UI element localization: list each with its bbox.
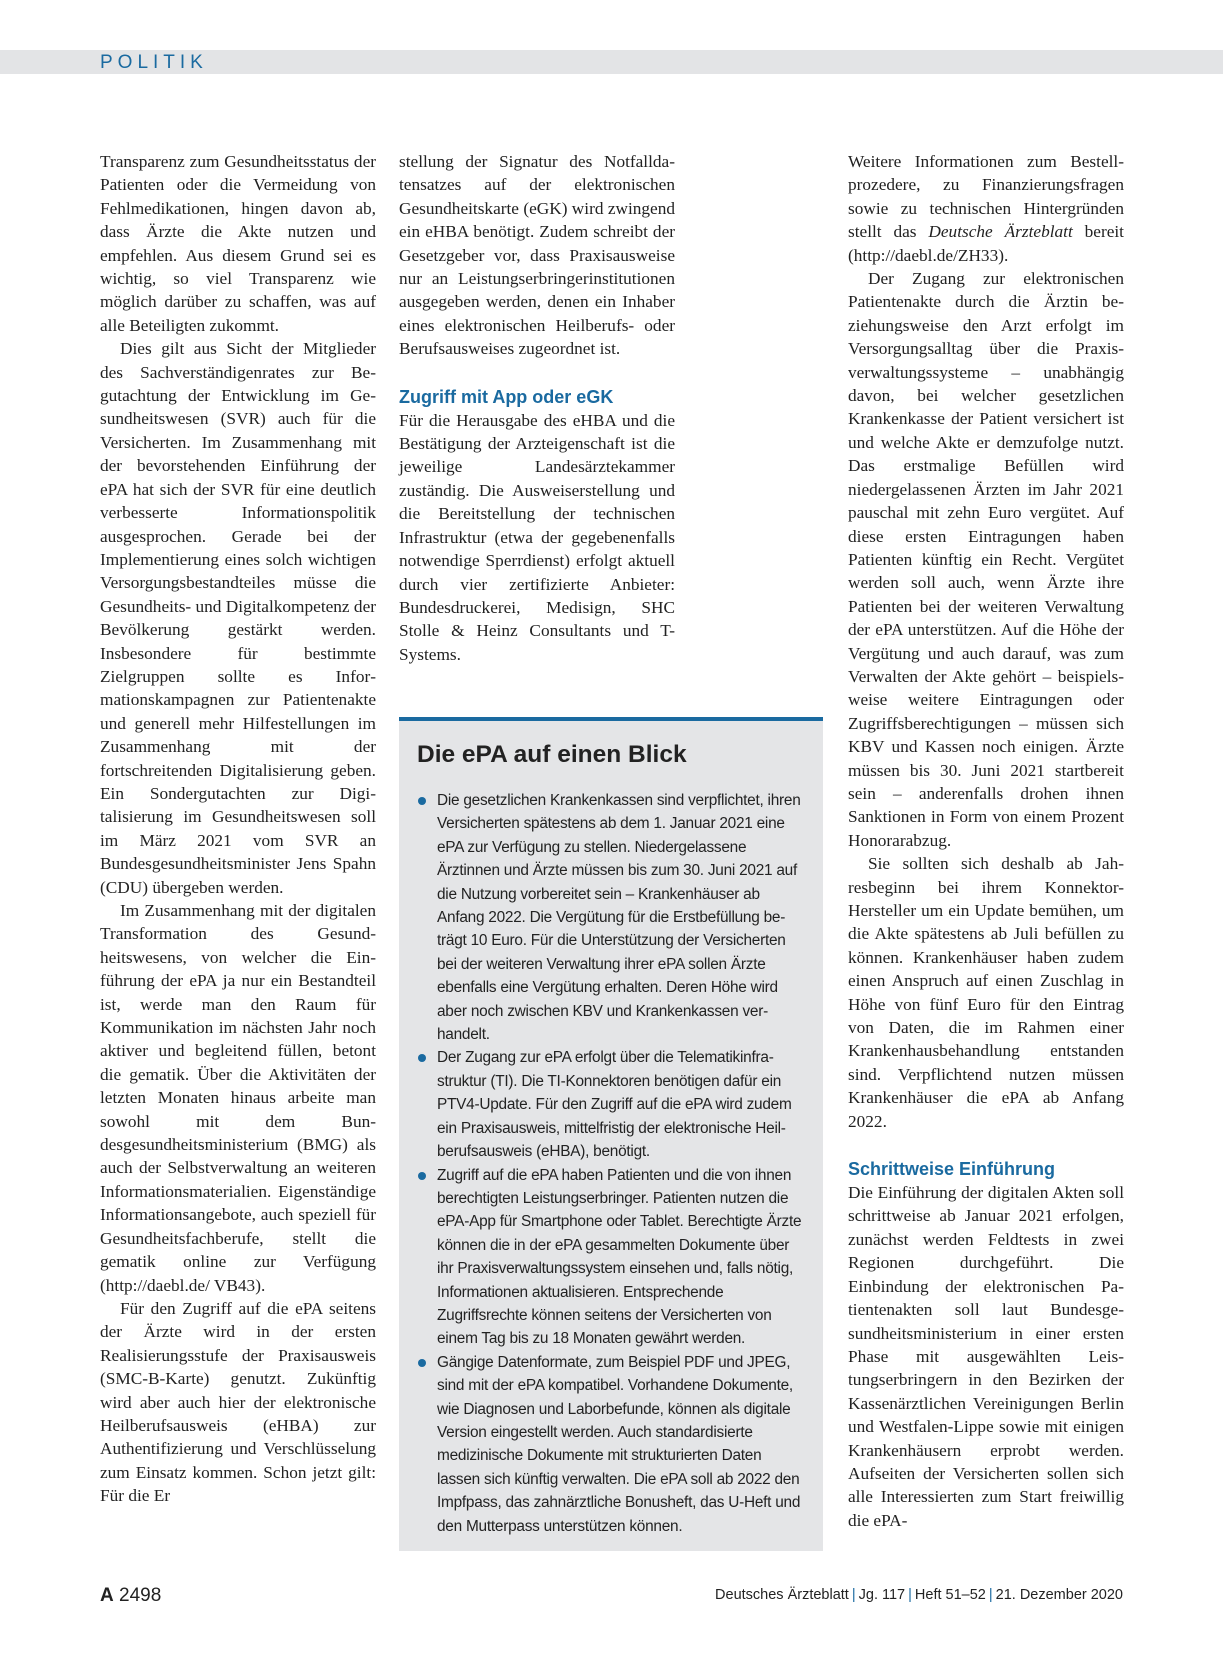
paragraph: Im Zusammenhang mit der digitalen Transformation des Gesundheitswesens, von welcher die Einführung der ePA ja nur ein Bestandteil ist, werde man den Raum für Kommunikation im nächsten Jahr noch aktiver und begleitend füllen, betont die gematik. Über die Aktivitäten der letzten Monaten hinaus arbeite man sowohl mit dem Bundesgesundheitsministerium (BMG) als auch der Selbstverwaltung an weiteren Informationsmaterialien. Eigenständige Informationsangebote, auch speziell für Gesundheitsfachberufe, stellt die gematik online zur Verfügung (http://daebl.de/ VB43). [100,901,376,1295]
column-3 [848,150,1124,1532]
subheading: Zugriff mit App oder eGK [399,386,614,407]
list-item-text: Zugriff auf die ePA haben Patienten und die von ihnen berechtigten Leistungserbringer. Patienten nutzen die ePA-App für Smartphone oder Tablet. Berechtigte Ärzte können die in der ePA gesammelten Dokumente über ihr Praxisverwaltungssystem einsehen und, falls nötig, Informationen aktualisieren. Entsprechende Zugriffsrechte können seitens der Versicherten von einem Tag bis zu 18 Monaten gewährt werden. [437,1166,802,1348]
separator: | [988,1587,993,1603]
paragraph: Für die Herausgabe des eHBA und die Bestätigung der Arzteigenschaft ist die jeweilige Landesärztekammer zuständig. Die Ausweiserstellung und die Bereitstellung der technischen Infrastruktur (etwa der gegebenenfalls notwendige Sperrdienst) erfolgt aktuell durch vier zertifizierte Anbieter: Bundesdruckerei, Medisign, SHC Stolle & Heinz Consultants und T-Systems. [399,410,675,664]
paragraph-text: Weitere Informationen zum Bestellprozedere, zu Finanzierungsfragen sowie zu technischen Hintergründen stellt das [848,152,1124,242]
issue: Heft 51–52 [914,1587,986,1603]
paragraph: Für den Zugriff auf die ePA seitens der Ärzte wird in der ersten Realisierungsstufe der Praxisausweis (SMC-B-Karte) genutzt. Zukünftig wird aber auch hier der elektronische Heilberufsausweis (eHBA) zur Authentifizierung und Verschlüsselung zum Einsatz kommen. Schon jetzt gilt: Für die Er [100,1298,376,1506]
separator: | [851,1587,856,1603]
list-item [417,1046,807,1163]
bullet-icon [418,1359,426,1367]
section-label: POLITIK [100,52,208,73]
list-item [417,1164,807,1351]
info-box-title: Die ePA auf einen Blick [417,741,687,768]
paragraph: Sie sollten sich deshalb ab Jahresbeginn bei ihrem Konnektor-Hersteller um ein Update bemühen, um die Akte spätestens ab Juli befüllen zu können. Krankenhäuser haben zudem einen Anspruch auf einen Zuschlag in Höhe von fünf Euro für den Eintrag von Daten, die im Rahmen einer Krankenhausbehandlung entstanden sind. Verpflichtend nutzen müssen Krankenhäuser die ePA ab Anfang 2022. [848,854,1124,1131]
volume: Jg. 117 [858,1587,906,1603]
subheading: Schrittweise Einführung [848,1159,1056,1180]
list-item [417,1351,807,1538]
list-item-text: Der Zugang zur ePA erfolgt über die Telematikinfrastruktur (TI). Die TI-Konnektoren benötigen dafür ein PTV4-Update. Für den Zugriff auf die ePA wird zudem ein Praxisausweis, mittelfristig der elektronische Heilberufsausweis (eHBA), benötigt. [437,1049,792,1161]
paragraph: Der Zugang zur elektronischen Patientenakte durch die Ärztin beziehungsweise den Arzt erfolgt im Versorgungsalltag über die Praxisverwaltungssysteme – unabhängig davon, bei welcher gesetzlichen Krankenkasse der Patient versichert ist und welche Akte er demzufolge nutzt. Das erstmalige Befüllen wird niedergelassenen Ärzten im Jahr 2021 pauschal mit zehn Euro vergütet. Auf diese ersten Eintragungen haben Patienten künftig ein Recht. Vergütet werden soll auch, wenn Ärzte ihre Patienten bei der weiteren Verwaltung der ePA unterstützen. Auf die Höhe der Vergütung und auch darauf, was zum Verwalten der Akte gehört – beispielsweise weitere Eintragungen oder Zugriffsberechtigungen – müssen sich KBV und Kassen noch einigen. Ärzte müssen bis 30. Juni 2021 startbereit sein – anderenfalls drohen ihnen Sanktionen in Form von einem Prozent Honorarabzug. [848,269,1124,850]
bullet-icon [418,1172,426,1180]
info-box [399,717,823,1551]
page-letter: A [100,1585,114,1606]
paragraph: Dies gilt aus Sicht der Mitglieder des Sachverständigenrates zur Begutachtung der Entwicklung im Gesundheitswesen (SVR) auch für die Versicherten. Im Zusammenhang mit der bevorstehenden Einführung der ePA hat sich der SVR für eine deutlich verbesserte Informationspolitik ausgesprochen. Gerade bei der Implementierung eines solch wichtigen Versorgungsbestandteiles müsse die Gesundheits- und Digitalkompetenz der Bevölkerung gestärkt werden. Insbesondere für bestimmte Zielgruppen sollte es Informationskampagnen zur Patientenakte und generell mehr Hilfestellungen im Zusammenhang mit der fortschreitenden Digitalisierung geben. Ein Sondergutachten zur Digitalisierung im Gesundheitswesen soll im März 2021 vom SVR an Bundesgesundheitsminister Jens Spahn (CDU) übergeben werden. [100,339,376,897]
list-item-text: Gängige Datenformate, zum Beispiel PDF und JPEG, sind mit der ePA kompatibel. Vorhandene Dokumente, wie Diagnosen und Laborbefunde, können als digitale Version eingestellt werden. Auch standardisierte medizinische Dokumente mit strukturierten Daten lassen sich künftig verwalten. Die ePA soll ab 2022 den Impfpass, das zahnärztliche Bonusheft, das U-Heft und den Mutterpass unterstützen können. [437,1353,801,1535]
page-number [100,1585,161,1607]
footer-citation [715,1587,1123,1603]
paragraph [848,150,1124,267]
bullet-icon [418,1054,426,1062]
issue-date: 21. Dezember 2020 [995,1587,1123,1603]
column-1 [100,150,376,1508]
publication-name: Deutsche Ärzteblatt [928,222,1073,242]
paragraph: Transparenz zum Gesundheitsstatus der Patienten oder die Vermeidung von Fehlmedikationen, hingen davon ab, dass Ärzte die Akte nutzen und empfehlen. Aus diesem Grund sei es wichtig, so viel Transparenz wie möglich darüber zu schaffen, was auf alle Beteiligten zukommt. [100,152,376,335]
info-box-list [417,789,807,1538]
journal-name: Deutsches Ärzteblatt [715,1587,849,1603]
paragraph-text: bereit (http://daebl.de/ZH33). [848,222,1124,265]
bullet-icon [418,797,426,805]
list-item-text: Die gesetzlichen Krankenkassen sind verpflichtet, ihren Versicherten spätestens ab dem 1. Januar 2021 eine ePA zur Verfügung zu stellen. Niedergelassene Ärztinnen und Ärzte müssen bis zum 30. Juni 2021 auf die Nutzung vorbereitet sein – Krankenhäuser ab Anfang 2022. Die Vergütung für die Erstbefüllung beträgt 10 Euro. Für die Unterstützung der Versicherten bei der weiteren Verwaltung ihrer ePA sollen Ärzte ebenfalls eine Vergütung erhalten. Deren Höhe wird aber noch zwischen KBV und Krankenkassen verhandelt. [437,792,801,1044]
paragraph: stellung der Signatur des Notfalldatensatzes auf der elektronischen Gesundheitskarte (eGK) wird zwingend ein eHBA benötigt. Zudem schreibt der Gesetzgeber vor, dass Praxisausweise nur an Leistungserbringerinstitutionen ausgegeben werden, denen ein Inhaber eines elektronischen Heilberufs- oder Berufsausweises zugeordnet ist. [399,152,675,359]
list-item [417,789,807,1046]
separator: | [908,1587,912,1603]
column-2 [399,150,675,666]
page-number-value: 2498 [119,1585,162,1606]
paragraph: Die Einführung der digitalen Akten soll schrittweise ab Januar 2021 erfolgen, zunächst werden Feldtests in zwei Regionen durchgeführt. Die Einbindung der elektronischen Patientenakten soll laut Bundesgesundheitsministerium in einer ersten Phase mit ausgewählten Leistungserbringern in den Bezirken der Kassenärztlichen Vereinigungen Berlin und Westfalen-Lippe sowie mit einigen Krankenhäusern erprobt werden. Aufseiten der Versicherten sollen sich alle Interessierten zum Start freiwillig die ePA- [848,1183,1124,1530]
